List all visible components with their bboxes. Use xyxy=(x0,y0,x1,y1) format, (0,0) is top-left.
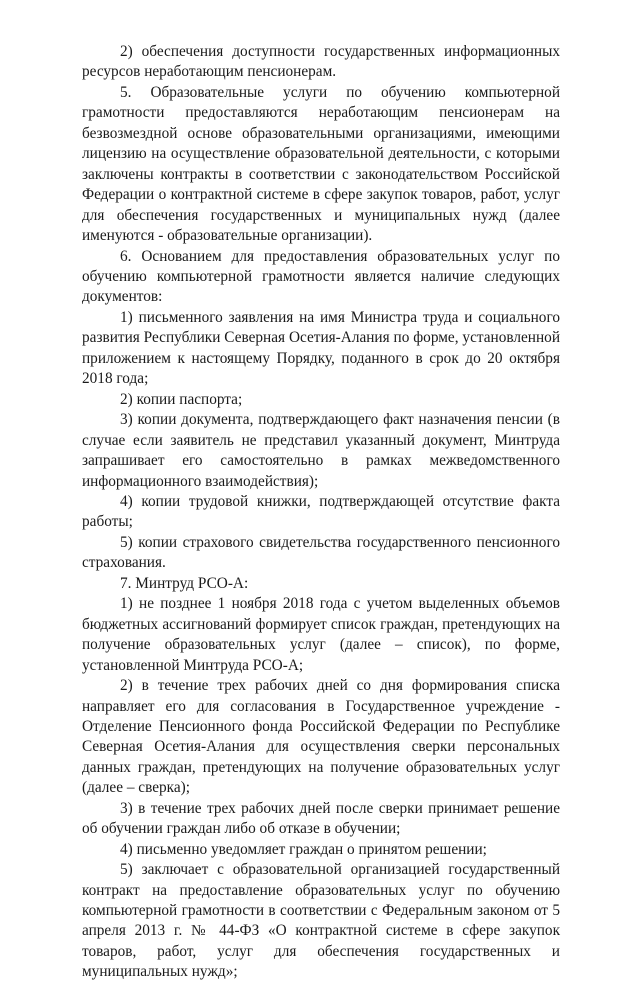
document-body xyxy=(82,42,560,983)
paragraph-6-item-1: 1) письменного заявления на имя Министра труда и социального развития Республики Северная Осетия-Алания по форме, установленной приложением к настоящему Порядку, поданного в срок до 20 октября 2018 года; xyxy=(82,308,560,388)
paragraph-7-item-2: 2) в течение трех рабочих дней со дня формирования списка направляет его для согласования в Государственное учреждение - Отделение Пенсионного фонда Российской Федерации по Республике Северная Осетия-Алания для осуществления сверки персональных данных граждан, претендующих на получение образовательных услуг (далее – сверка); xyxy=(82,677,560,797)
paragraph-7-heading: 7. Минтруд РСО-А: xyxy=(120,574,249,592)
paragraph-7-item-4: 4) письменно уведомляет граждан о принятом решении; xyxy=(120,840,487,858)
paragraph-6-basis: 6. Основанием для предоставления образовательных услуг по обучению компьютерной грамотности является наличие следующих документов: xyxy=(82,247,560,306)
paragraph-6-item-4: 4) копии трудовой книжки, подтверждающей отсутствие факта работы; xyxy=(82,492,560,531)
paragraph-5-services: 5. Образовательные услуги по обучению компьютерной грамотности предоставляются неработающим пенсионерам на безвозмездной основе образовательными организациями, имеющими лицензию на осуществление образовательной деятельности, с которыми заключены контракты в соответствии с законодательством Российской Федерации о контрактной системе в сфере закупок товаров, работ, услуг для обеспечения государственных и муниципальных нужд (далее именуются - образовательные организации). xyxy=(82,83,560,245)
paragraph-item-2-resources: 2) обеспечения доступности государственных информационных ресурсов неработающим пенсионерам. xyxy=(82,43,560,81)
paragraph-7-item-5: 5) заключает с образовательной организацией государственный контракт на предоставление образовательных услуг по обучению компьютерной грамотности в соответствии с Федеральным законом от 5 апреля 2013 г. № 44-ФЗ «О контрактной системе в сфере закупок товаров, работ, услуг для обеспечения государственных и муниципальных нужд»; xyxy=(82,861,560,981)
paragraph-6-item-2: 2) копии паспорта; xyxy=(120,390,243,408)
paragraph-7-item-3: 3) в течение трех рабочих дней после сверки принимает решение об обучении граждан либо об отказе в обучении; xyxy=(82,799,560,838)
paragraph-6-item-5: 5) копии страхового свидетельства государственного пенсионного страхования. xyxy=(82,533,560,572)
paragraph-7-item-1: 1) не позднее 1 ноября 2018 года с учетом выделенных объемов бюджетных ассигнований формирует список граждан, претендующих на получение образовательных услуг (далее – список), по форме, установленной Минтруда РСО-А; xyxy=(82,595,560,674)
paragraph-6-item-3: 3) копии документа, подтверждающего факт назначения пенсии (в случае если заявитель не представил указанный документ, Минтруда запрашивает его самостоятельно в рамках межведомственного информационного взаимодействия); xyxy=(82,411,560,490)
